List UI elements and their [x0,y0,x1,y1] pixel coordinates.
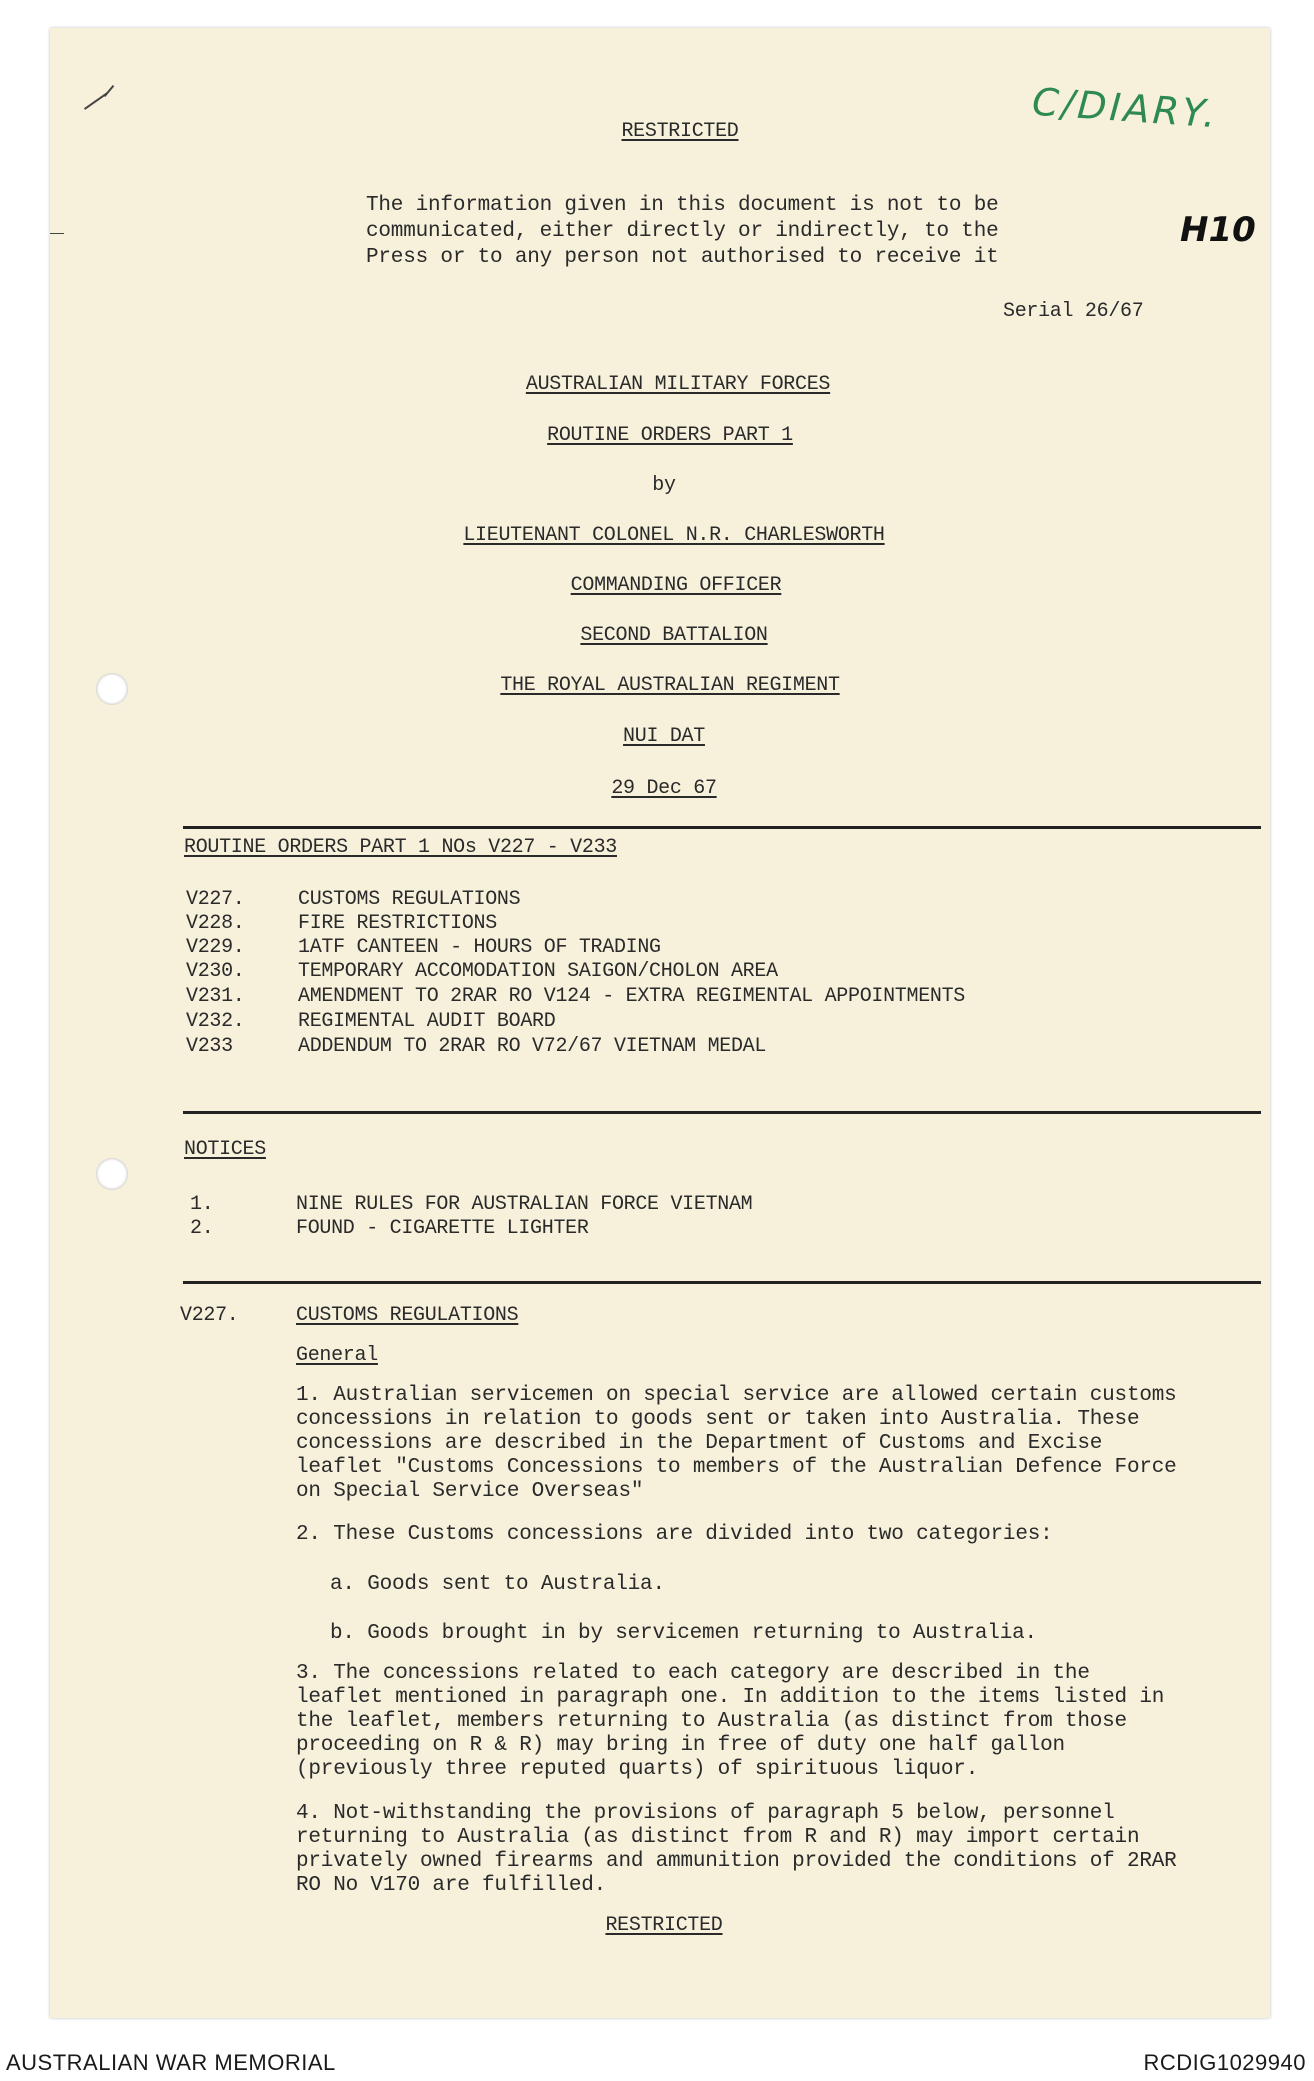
title-commander-name: LIEUTENANT COLONEL N.R. CHARLESWORTH [463,524,885,547]
para1-line: 1. Australian servicemen on special service are allowed certain customs [296,1384,1177,1407]
para4-line: returning to Australia (as distinct from R and R) may import certain [296,1826,1140,1849]
title-battalion: SECOND BATTALION [580,624,768,647]
index-title: AMENDMENT TO 2RAR RO V124 - EXTRA REGIMENTAL APPOINTMENTS [298,985,966,1008]
serial-number: Serial 26/67 [1003,300,1144,323]
para2a: a. Goods sent to Australia. [330,1573,665,1596]
para3-line: the leaflet, members returning to Australia (as distinct from those [296,1710,1127,1733]
caveat-line-1: The information given in this document is not to be [366,194,999,217]
index-num: V227. [186,888,245,911]
notice-num: 1. [190,1193,214,1216]
para2b: b. Goods brought in by servicemen returning to Australia. [330,1622,1037,1645]
order-subheading: General [296,1344,378,1367]
index-title: TEMPORARY ACCOMODATION SAIGON/CHOLON AREA [298,960,778,983]
title-location: NUI DAT [623,725,705,748]
para1-line: concessions in relation to goods sent or taken into Australia. These [296,1408,1140,1431]
title-by: by [652,474,676,497]
index-title: ADDENDUM TO 2RAR RO V72/67 VIETNAM MEDAL [298,1035,767,1058]
orders-index-heading: ROUTINE ORDERS PART 1 NOs V227 - V233 [184,836,617,859]
punch-hole-bottom [96,1158,128,1190]
notice-title: NINE RULES FOR AUSTRALIAN FORCE VIETNAM [296,1193,753,1216]
para3-line: 3. The concessions related to each category are described in the [296,1662,1090,1685]
divider-2 [183,1111,1261,1114]
para1-line: on Special Service Overseas" [296,1480,644,1503]
archive-image-id: RCDIG1029940 [1143,2050,1306,2075]
order-title: CUSTOMS REGULATIONS [296,1304,519,1327]
para4-line: RO No V170 are fulfilled. [296,1874,607,1897]
index-num: V231. [186,985,245,1008]
para4-line: 4. Not-withstanding the provisions of paragraph 5 below, personnel [296,1802,1115,1825]
index-num: V233 [186,1035,233,1058]
handwritten-folio-number: H10 [1180,210,1256,250]
classification-top: RESTRICTED [621,120,739,143]
title-forces: AUSTRALIAN MILITARY FORCES [525,373,831,396]
punch-hole-top [96,673,128,705]
caveat-line-2: communicated, either directly or indirectly, to the [366,220,999,243]
index-title: FIRE RESTRICTIONS [298,912,497,935]
title-commanding-officer: COMMANDING OFFICER [570,574,782,597]
title-routine-orders: ROUTINE ORDERS PART 1 [547,424,793,447]
stray-mark [50,233,64,234]
notices-heading: NOTICES [184,1138,266,1161]
index-title: REGIMENTAL AUDIT BOARD [298,1010,556,1033]
notice-title: FOUND - CIGARETTE LIGHTER [296,1217,589,1240]
title-date: 29 Dec 67 [611,777,717,800]
stray-mark [104,85,115,97]
order-number: V227. [180,1304,239,1327]
para4-line: privately owned firearms and ammunition provided the conditions of 2RAR [296,1850,1177,1873]
divider-1 [183,826,1261,829]
para3-line: proceeding on R & R) may bring in free of duty one half gallon [296,1734,1065,1757]
classification-bottom: RESTRICTED [605,1914,723,1937]
index-title: 1ATF CANTEEN - HOURS OF TRADING [298,936,661,959]
index-num: V230. [186,960,245,983]
index-num: V232. [186,1010,245,1033]
para3-line: (previously three reputed quarts) of spirituous liquor. [296,1758,979,1781]
handwritten-diary-note: C/DIARY. [1030,79,1220,137]
index-title: CUSTOMS REGULATIONS [298,888,521,911]
title-regiment: THE ROYAL AUSTRALIAN REGIMENT [500,674,840,697]
para2: 2. These Customs concessions are divided into two categories: [296,1523,1053,1546]
para1-line: concessions are described in the Department of Customs and Excise [296,1432,1103,1455]
para3-line: leaflet mentioned in paragraph one. In addition to the items listed in [296,1686,1165,1709]
para1-line: leaflet "Customs Concessions to members of the Australian Defence Force [296,1456,1177,1479]
index-num: V229. [186,936,245,959]
document-page [50,28,1270,2018]
index-num: V228. [186,912,245,935]
notice-num: 2. [190,1217,214,1240]
caveat-line-3: Press or to any person not authorised to receive it [366,246,999,269]
divider-3 [183,1281,1261,1284]
archive-institution: AUSTRALIAN WAR MEMORIAL [6,2050,336,2075]
